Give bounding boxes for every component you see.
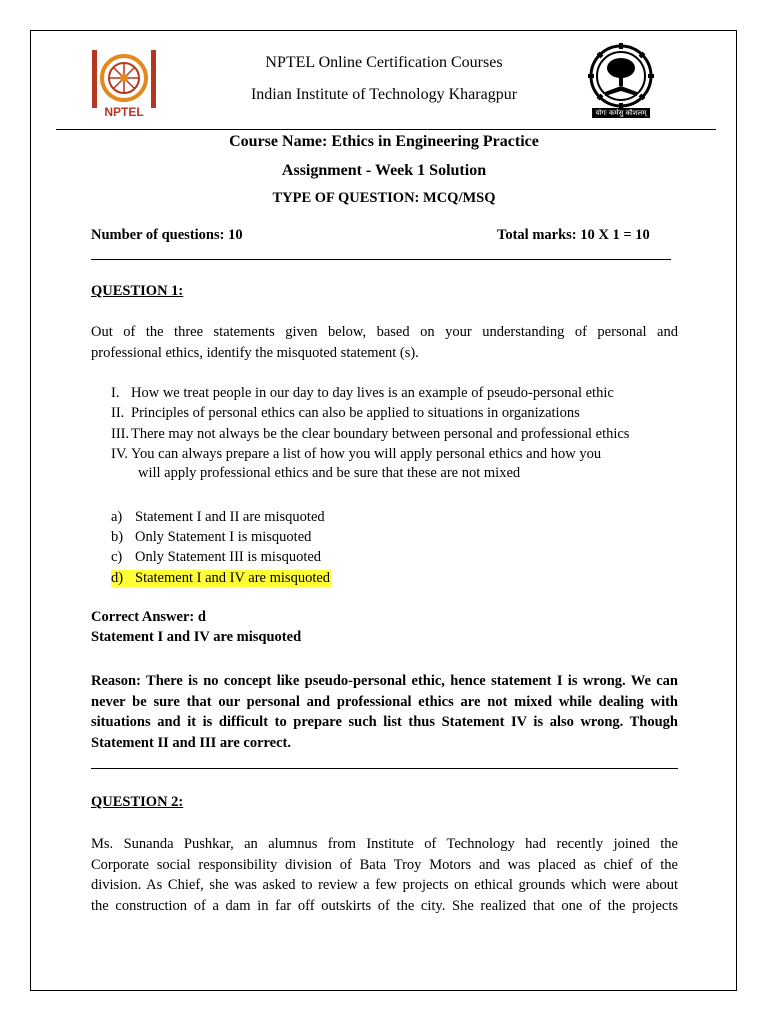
reason-line: Reason: There is no concept like pseudo-personal ethic, hence statement I is wrong. We can	[91, 673, 678, 689]
header-line-1: NPTEL Online Certification Courses	[265, 54, 503, 71]
option-text: Statement I and II are misquoted	[135, 509, 325, 525]
option-text: Only Statement I is misquoted	[135, 529, 312, 545]
option-letter: d)	[111, 570, 124, 586]
option-c	[111, 547, 321, 567]
statement-text: Principles of personal ethics can also be applied to situations in organizations	[131, 405, 580, 421]
option-letter: c)	[111, 549, 123, 565]
statement-number: III.	[111, 426, 130, 442]
question-2-line: the construction of a dam in far off outskirts of the city. She realized that one of the projects	[91, 897, 678, 914]
statement-1	[111, 383, 614, 404]
statement-number: II.	[111, 405, 125, 421]
divider	[91, 768, 678, 769]
header-divider	[56, 129, 716, 130]
option-a	[111, 507, 325, 527]
option-letter: a)	[111, 509, 123, 525]
question-2-line: Corporate social responsibility division of Bata Troy Motors and was placed as chief of the	[91, 856, 678, 873]
divider	[91, 259, 671, 260]
nptel-logo-text: NPTEL	[104, 105, 144, 119]
prompt-line: Out of the three statements given below, based on your understanding of personal and	[91, 324, 678, 340]
reason-paragraph	[91, 671, 678, 753]
question-2-heading: QUESTION 2:	[91, 794, 184, 810]
reason-line: never be sure that our personal and professional ethics are not mixed while dealing with	[91, 693, 678, 710]
statement-number: I.	[111, 385, 120, 401]
statement-text: You can always prepare a list of how you will apply personal ethics and how you	[131, 446, 602, 462]
option-letter: b)	[111, 529, 124, 545]
question-2-line: Ms. Sunanda Pushkar, an alumnus from Institute of Technology had recently joined the	[91, 836, 678, 852]
correct-answer-text: Statement I and IV are misquoted	[91, 629, 302, 645]
option-text: Only Statement III is misquoted	[135, 549, 322, 565]
statement-4-continued: will apply professional ethics and be sure that these are not mixed	[138, 465, 521, 481]
course-name: Course Name: Ethics in Engineering Practice	[229, 133, 539, 150]
question-1-prompt	[91, 322, 678, 363]
statement-2	[111, 403, 580, 424]
total-marks: Total marks: 10 X 1 = 10	[497, 227, 650, 243]
statement-4	[111, 444, 601, 465]
question-2-line: division. As Chief, she was asked to review a few projects on ethical grounds which were about	[91, 877, 678, 893]
assignment-title: Assignment - Week 1 Solution	[281, 162, 487, 179]
question-type: TYPE OF QUESTION: MCQ/MSQ	[272, 190, 496, 206]
reason-line: situations and it is difficult to prepare such list thus Statement IV is also wrong. Though	[91, 714, 678, 730]
statement-3	[111, 424, 629, 445]
iit-logo-motto: योगः कर्मसु कौशलम्	[595, 109, 647, 117]
reason-line: Statement II and III are correct.	[91, 734, 292, 751]
prompt-line: professional ethics, identify the misquoted statement (s).	[91, 344, 419, 361]
num-questions: Number of questions: 10	[91, 227, 243, 243]
question-2-text	[91, 834, 678, 916]
option-b	[111, 527, 311, 547]
statement-text: How we treat people in our day to day lives is an example of pseudo-personal ethic	[131, 385, 614, 401]
correct-answer: Correct Answer: d	[91, 609, 206, 625]
question-1-heading: QUESTION 1:	[91, 283, 184, 299]
option-text: Statement I and IV are misquoted	[135, 570, 331, 586]
header-line-2: Indian Institute of Technology Kharagpur	[250, 86, 518, 103]
statement-number: IV.	[111, 446, 129, 462]
option-d-highlighted	[111, 568, 331, 588]
statement-text: There may not always be the clear boundary between personal and professional ethics	[131, 426, 630, 442]
answer-highlight	[111, 570, 331, 587]
